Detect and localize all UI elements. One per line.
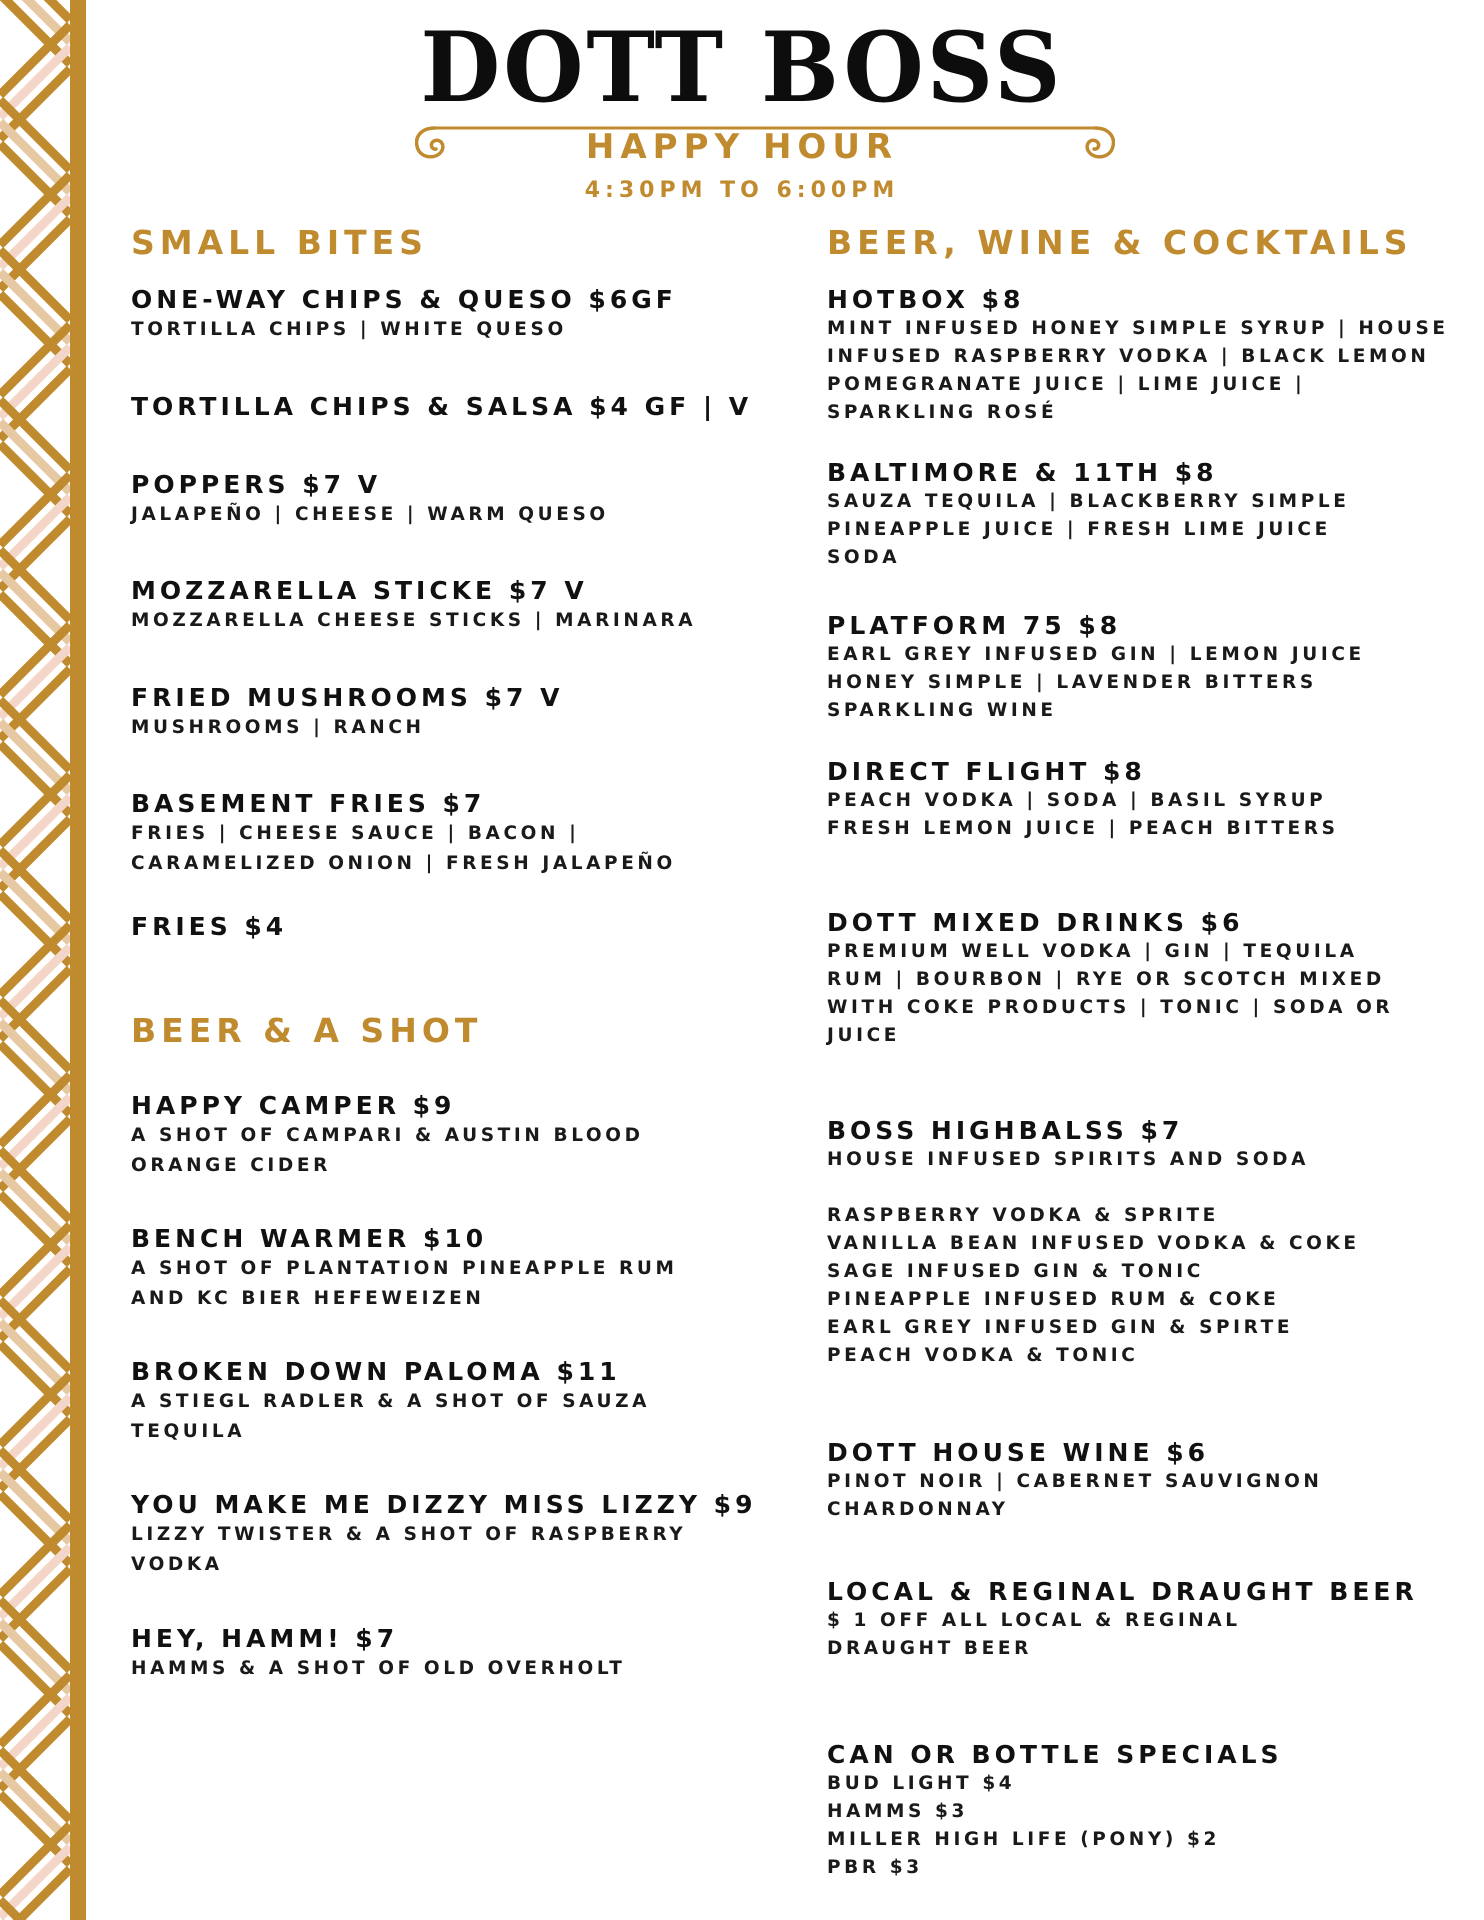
menu-item-description: TORTILLA CHIPS | WHITE QUESO: [131, 319, 567, 340]
menu-item-name: BOSS HIGHBALSS $7: [827, 1116, 1184, 1145]
menu-item-description: PBR $3: [827, 1857, 923, 1878]
menu-item-description: PINEAPPLE INFUSED RUM & COKE: [827, 1289, 1280, 1310]
menu-item-name: HOTBOX $8: [827, 285, 1025, 314]
menu-item-name: BROKEN DOWN PALOMA $11: [131, 1357, 621, 1386]
menu-item-name: HAPPY CAMPER $9: [131, 1091, 456, 1120]
happy-hour-subtitle: HAPPY HOUR: [585, 127, 899, 167]
menu-item-name: POPPERS $7 V: [131, 470, 382, 499]
menu-item-description: POMEGRANATE JUICE | LIME JUICE |: [827, 374, 1306, 395]
menu-item-name: LOCAL & REGINAL DRAUGHT BEER: [827, 1577, 1418, 1606]
menu-item-description: AND KC BIER HEFEWEIZEN: [131, 1288, 485, 1309]
beer-shot-item: [131, 1490, 756, 1580]
menu-item-description: DRAUGHT BEER: [827, 1638, 1032, 1659]
menu-item-description: RUM | BOURBON | RYE OR SCOTCH MIXED: [827, 969, 1385, 990]
menu-item-description: PREMIUM WELL VODKA | GIN | TEQUILA: [827, 941, 1358, 962]
section-title-small-bites: SMALL BITES: [131, 223, 428, 262]
menu-item-description: [827, 1174, 1360, 1202]
drinks-item: [827, 1116, 1360, 1370]
small-bites-item: [131, 392, 752, 422]
menu-item-description: A STIEGL RADLER & A SHOT OF SAUZA: [131, 1391, 651, 1412]
small-bites-item: [131, 789, 676, 879]
happy-hour-times: 4:30PM TO 6:00PM: [584, 178, 900, 203]
menu-item-description: A SHOT OF PLANTATION PINEAPPLE RUM: [131, 1258, 678, 1279]
menu-item-description: CARAMELIZED ONION | FRESH JALAPEÑO: [131, 853, 676, 874]
menu-item-name: CAN OR BOTTLE SPECIALS: [827, 1740, 1283, 1769]
menu-item-description: SAGE INFUSED GIN & TONIC: [827, 1261, 1204, 1282]
menu-item-name: FRIED MUSHROOMS $7 V: [131, 683, 564, 712]
beer-shot-item: [131, 1224, 677, 1314]
small-bites-item: [131, 912, 287, 942]
menu-item-description: RASPBERRY VODKA & SPRITE: [827, 1205, 1219, 1226]
menu-item-name: TORTILLA CHIPS & SALSA $4 GF | V: [131, 392, 753, 421]
menu-item-name: DOTT MIXED DRINKS $6: [827, 908, 1244, 937]
menu-item-name: BASEMENT FRIES $7: [131, 789, 486, 818]
drinks-item: [827, 1438, 1323, 1524]
menu-item-name: FRIES $4: [131, 912, 288, 941]
drinks-item: [827, 908, 1393, 1050]
menu-item-description: FRESH LEMON JUICE | PEACH BITTERS: [827, 818, 1339, 839]
menu-item-description: HONEY SIMPLE | LAVENDER BITTERS: [827, 672, 1317, 693]
menu-item-description: PEACH VODKA | SODA | BASIL SYRUP: [827, 790, 1327, 811]
menu-item-description: VANILLA BEAN INFUSED VODKA & COKE: [827, 1233, 1360, 1254]
small-bites-item: [131, 470, 609, 530]
menu-item-description: MOZZARELLA CHEESE STICKS | MARINARA: [131, 610, 697, 631]
menu-item-description: LIZZY TWISTER & A SHOT OF RASPBERRY: [131, 1524, 687, 1545]
menu-item-description: SPARKLING ROSÉ: [827, 402, 1058, 423]
drinks-item: [827, 285, 1449, 427]
menu-item-name: DOTT HOUSE WINE $6: [827, 1438, 1210, 1467]
menu-item-description: CHARDONNAY: [827, 1499, 1009, 1520]
menu-item-description: HAMMS & A SHOT OF OLD OVERHOLT: [131, 1658, 626, 1679]
small-bites-item: [131, 576, 696, 636]
menu-item-name: DIRECT FLIGHT $8: [827, 757, 1146, 786]
menu-item-description: A SHOT OF CAMPARI & AUSTIN BLOOD: [131, 1125, 644, 1146]
drinks-item: [827, 458, 1349, 572]
drinks-item: [827, 611, 1365, 725]
drinks-item: [827, 1577, 1418, 1663]
menu-item-description: TEQUILA: [131, 1421, 246, 1442]
menu-item-description: MILLER HIGH LIFE (PONY) $2: [827, 1829, 1220, 1850]
menu-item-description: PINOT NOIR | CABERNET SAUVIGNON: [827, 1471, 1323, 1492]
menu-item-description: BUD LIGHT $4: [827, 1773, 1016, 1794]
drinks-item: [827, 757, 1339, 843]
small-bites-item: [131, 285, 677, 345]
section-title-beer-shot: BEER & A SHOT: [131, 1011, 483, 1050]
menu-item-description: MUSHROOMS | RANCH: [131, 717, 425, 738]
menu-item-description: EARL GREY INFUSED GIN & SPIRTE: [827, 1317, 1294, 1338]
menu-item-description: MINT INFUSED HONEY SIMPLE SYRUP | HOUSE: [827, 318, 1449, 339]
menu-item-description: PINEAPPLE JUICE | FRESH LIME JUICE: [827, 519, 1331, 540]
menu-item-description: ORANGE CIDER: [131, 1155, 331, 1176]
menu-item-name: BENCH WARMER $10: [131, 1224, 488, 1253]
drinks-item: [827, 1740, 1283, 1882]
beer-shot-item: [131, 1357, 650, 1447]
menu-item-description: SPARKLING WINE: [827, 700, 1057, 721]
section-title-beer-wine-cocktails: BEER, WINE & COCKTAILS: [827, 223, 1413, 262]
menu-item-description: JUICE: [827, 1025, 901, 1046]
menu-item-description: HAMMS $3: [827, 1801, 968, 1822]
menu-item-description: $ 1 OFF ALL LOCAL & REGINAL: [827, 1610, 1241, 1631]
menu-item-description: JALAPEÑO | CHEESE | WARM QUESO: [131, 504, 609, 525]
menu-item-description: EARL GREY INFUSED GIN | LEMON JUICE: [827, 644, 1365, 665]
menu-item-name: PLATFORM 75 $8: [827, 611, 1122, 640]
menu-item-description: SAUZA TEQUILA | BLACKBERRY SIMPLE: [827, 491, 1350, 512]
menu-item-description: PEACH VODKA & TONIC: [827, 1345, 1139, 1366]
menu-item-name: ONE-WAY CHIPS & QUESO $6GF: [131, 285, 677, 314]
menu-item-description: SODA: [827, 547, 901, 568]
menu-item-description: HOUSE INFUSED SPIRITS AND SODA: [827, 1149, 1310, 1170]
menu-item-description: VODKA: [131, 1554, 223, 1575]
small-bites-item: [131, 683, 563, 743]
restaurant-title: DOTT BOSS: [420, 11, 1064, 124]
decorative-stripe-pattern: [0, 0, 86, 1920]
menu-item-description: INFUSED RASPBERRY VODKA | BLACK LEMON: [827, 346, 1430, 367]
menu-item-name: BALTIMORE & 11TH $8: [827, 458, 1218, 487]
menu-item-name: YOU MAKE ME DIZZY MISS LIZZY $9: [131, 1490, 757, 1519]
beer-shot-item: [131, 1624, 625, 1684]
menu-item-name: HEY, HAMM! $7: [131, 1624, 399, 1653]
beer-shot-item: [131, 1091, 644, 1181]
menu-item-description: WITH COKE PRODUCTS | TONIC | SODA OR: [827, 997, 1394, 1018]
menu-item-name: MOZZARELLA STICKE $7 V: [131, 576, 588, 605]
menu-item-description: FRIES | CHEESE SAUCE | BACON |: [131, 823, 580, 844]
